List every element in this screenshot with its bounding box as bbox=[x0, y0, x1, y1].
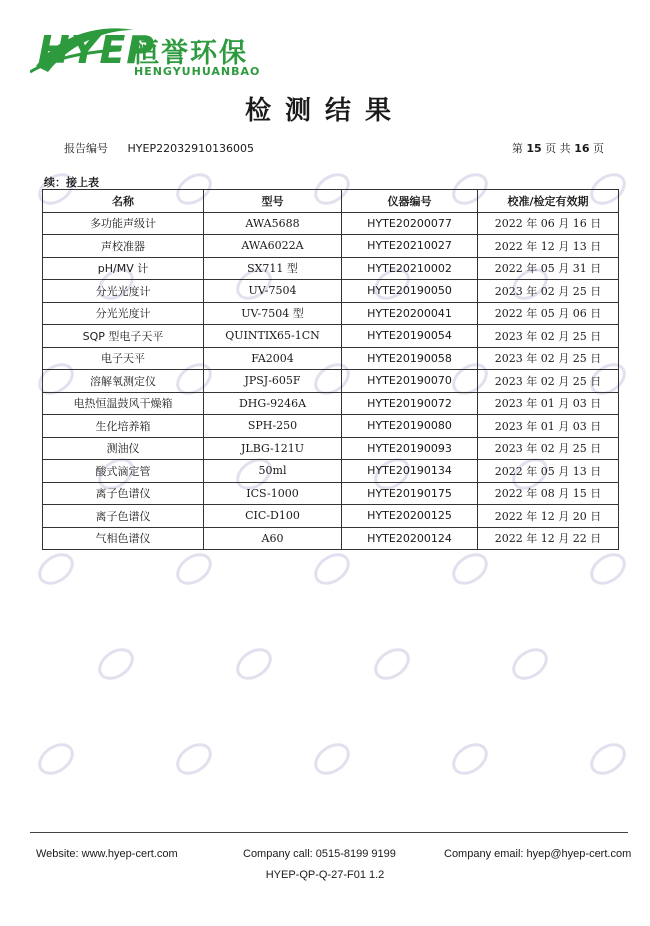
header-model: 型号 bbox=[204, 190, 342, 213]
footer-website: Website: www.hyep-cert.com bbox=[36, 848, 178, 860]
cell-instrument-no: HYTE20190175 bbox=[342, 482, 478, 505]
page-suffix: 页 bbox=[593, 142, 604, 155]
table-row bbox=[43, 392, 619, 415]
cell-valid-until: 2023 年 02 月 25 日 bbox=[478, 325, 619, 348]
cell-instrument-no: HYTE20190134 bbox=[342, 460, 478, 483]
watermark-mark bbox=[370, 644, 413, 684]
table-row bbox=[43, 235, 619, 258]
cell-valid-until: 2023 年 02 月 25 日 bbox=[478, 437, 619, 460]
page-current: 15 bbox=[526, 142, 542, 155]
table-row bbox=[43, 212, 619, 235]
cell-name: 生化培养箱 bbox=[43, 415, 204, 438]
report-number-label: 报告编号 bbox=[64, 142, 108, 155]
cell-valid-until: 2022 年 05 月 31 日 bbox=[478, 257, 619, 280]
cell-model: QUINTIX65-1CN bbox=[204, 325, 342, 348]
cell-model: AWA5688 bbox=[204, 212, 342, 235]
cell-valid-until: 2023 年 01 月 03 日 bbox=[478, 415, 619, 438]
table-row bbox=[43, 460, 619, 483]
cell-name: 多功能声级计 bbox=[43, 212, 204, 235]
cell-model: UV-7504 型 bbox=[204, 302, 342, 325]
cell-model: 50ml bbox=[204, 460, 342, 483]
page-indicator bbox=[512, 140, 604, 156]
cell-model: A60 bbox=[204, 527, 342, 550]
cell-model: FA2004 bbox=[204, 347, 342, 370]
cell-name: 溶解氧测定仪 bbox=[43, 370, 204, 393]
table-row bbox=[43, 347, 619, 370]
cell-instrument-no: HYTE20200124 bbox=[342, 527, 478, 550]
cell-name: 离子色谱仪 bbox=[43, 482, 204, 505]
header-valid-until: 校准/检定有效期 bbox=[478, 190, 619, 213]
cell-valid-until: 2022 年 12 月 22 日 bbox=[478, 527, 619, 550]
cell-instrument-no: HYTE20210002 bbox=[342, 257, 478, 280]
watermark-mark bbox=[172, 739, 215, 779]
watermark-mark bbox=[172, 549, 215, 589]
cell-name: 测油仪 bbox=[43, 437, 204, 460]
footer-divider bbox=[30, 832, 628, 833]
table-row bbox=[43, 505, 619, 528]
cell-model: CIC-D100 bbox=[204, 505, 342, 528]
cell-valid-until: 2022 年 12 月 20 日 bbox=[478, 505, 619, 528]
cell-instrument-no: HYTE20200077 bbox=[342, 212, 478, 235]
cell-valid-until: 2022 年 08 月 15 日 bbox=[478, 482, 619, 505]
continued-note: 续：接上表 bbox=[44, 176, 99, 189]
company-logo bbox=[30, 18, 270, 82]
page-mid: 页 共 bbox=[545, 142, 571, 155]
cell-model: UV-7504 bbox=[204, 280, 342, 303]
watermark-mark bbox=[232, 644, 275, 684]
logo-pinyin-text: HENGYUHUANBAO bbox=[134, 65, 261, 78]
cell-model: SX711 型 bbox=[204, 257, 342, 280]
page-total: 16 bbox=[574, 142, 590, 155]
cell-valid-until: 2022 年 05 月 13 日 bbox=[478, 460, 619, 483]
cell-model: ICS-1000 bbox=[204, 482, 342, 505]
footer-email: Company email: hyep@hyep-cert.com bbox=[444, 848, 632, 860]
watermark-mark bbox=[34, 549, 77, 589]
cell-name: 酸式滴定管 bbox=[43, 460, 204, 483]
cell-name: 电子天平 bbox=[43, 347, 204, 370]
watermark-mark bbox=[586, 739, 629, 779]
table-row bbox=[43, 325, 619, 348]
cell-name: 声校准器 bbox=[43, 235, 204, 258]
cell-valid-until: 2022 年 05 月 06 日 bbox=[478, 302, 619, 325]
table-row bbox=[43, 415, 619, 438]
logo-cn-text: 恒誉环保 bbox=[132, 38, 248, 69]
report-number-value: HYEP22032910136005 bbox=[127, 142, 255, 155]
instrument-table bbox=[42, 189, 619, 550]
report-number-line bbox=[64, 140, 604, 156]
cell-instrument-no: HYTE20200041 bbox=[342, 302, 478, 325]
watermark-mark bbox=[94, 644, 137, 684]
cell-name: 分光光度计 bbox=[43, 302, 204, 325]
footer-form-code: HYEP-QP-Q-27-F01 1.2 bbox=[265, 869, 385, 881]
table-header-row bbox=[43, 190, 619, 213]
cell-name: pH/MV 计 bbox=[43, 257, 204, 280]
cell-instrument-no: HYTE20190054 bbox=[342, 325, 478, 348]
watermark-mark bbox=[508, 644, 551, 684]
cell-name: 离子色谱仪 bbox=[43, 505, 204, 528]
cell-instrument-no: HYTE20200125 bbox=[342, 505, 478, 528]
cell-model: SPH-250 bbox=[204, 415, 342, 438]
page-title: 检测结果 bbox=[244, 96, 405, 126]
watermark-mark bbox=[448, 549, 491, 589]
cell-name: 分光光度计 bbox=[43, 280, 204, 303]
cell-instrument-no: HYTE20190070 bbox=[342, 370, 478, 393]
header-instrument-no: 仪器编号 bbox=[342, 190, 478, 213]
table-row bbox=[43, 302, 619, 325]
cell-valid-until: 2023 年 02 月 25 日 bbox=[478, 347, 619, 370]
cell-name: SQP 型电子天平 bbox=[43, 325, 204, 348]
watermark-mark bbox=[448, 739, 491, 779]
cell-model: AWA6022A bbox=[204, 235, 342, 258]
table-row bbox=[43, 280, 619, 303]
cell-model: DHG-9246A bbox=[204, 392, 342, 415]
table-row bbox=[43, 257, 619, 280]
cell-instrument-no: HYTE20190072 bbox=[342, 392, 478, 415]
page-prefix: 第 bbox=[511, 142, 523, 155]
cell-valid-until: 2022 年 06 月 16 日 bbox=[478, 212, 619, 235]
cell-instrument-no: HYTE20190080 bbox=[342, 415, 478, 438]
logo-en-text: HYEP bbox=[38, 28, 156, 72]
table-row bbox=[43, 482, 619, 505]
table-row bbox=[43, 370, 619, 393]
watermark-mark bbox=[310, 549, 353, 589]
cell-instrument-no: HYTE20190093 bbox=[342, 437, 478, 460]
watermark-mark bbox=[586, 549, 629, 589]
watermark-mark bbox=[310, 739, 353, 779]
cell-instrument-no: HYTE20190058 bbox=[342, 347, 478, 370]
cell-valid-until: 2023 年 01 月 03 日 bbox=[478, 392, 619, 415]
cell-valid-until: 2023 年 02 月 25 日 bbox=[478, 280, 619, 303]
cell-valid-until: 2022 年 12 月 13 日 bbox=[478, 235, 619, 258]
cell-instrument-no: HYTE20210027 bbox=[342, 235, 478, 258]
cell-model: JPSJ-605F bbox=[204, 370, 342, 393]
table-row bbox=[43, 527, 619, 550]
cell-model: JLBG-121U bbox=[204, 437, 342, 460]
watermark-mark bbox=[34, 739, 77, 779]
cell-instrument-no: HYTE20190050 bbox=[342, 280, 478, 303]
table-row bbox=[43, 437, 619, 460]
cell-valid-until: 2023 年 02 月 25 日 bbox=[478, 370, 619, 393]
header-name: 名称 bbox=[43, 190, 204, 213]
cell-name: 气相色谱仪 bbox=[43, 527, 204, 550]
footer-phone: Company call: 0515-8199 9199 bbox=[243, 848, 396, 860]
cell-name: 电热恒温鼓风干燥箱 bbox=[43, 392, 204, 415]
